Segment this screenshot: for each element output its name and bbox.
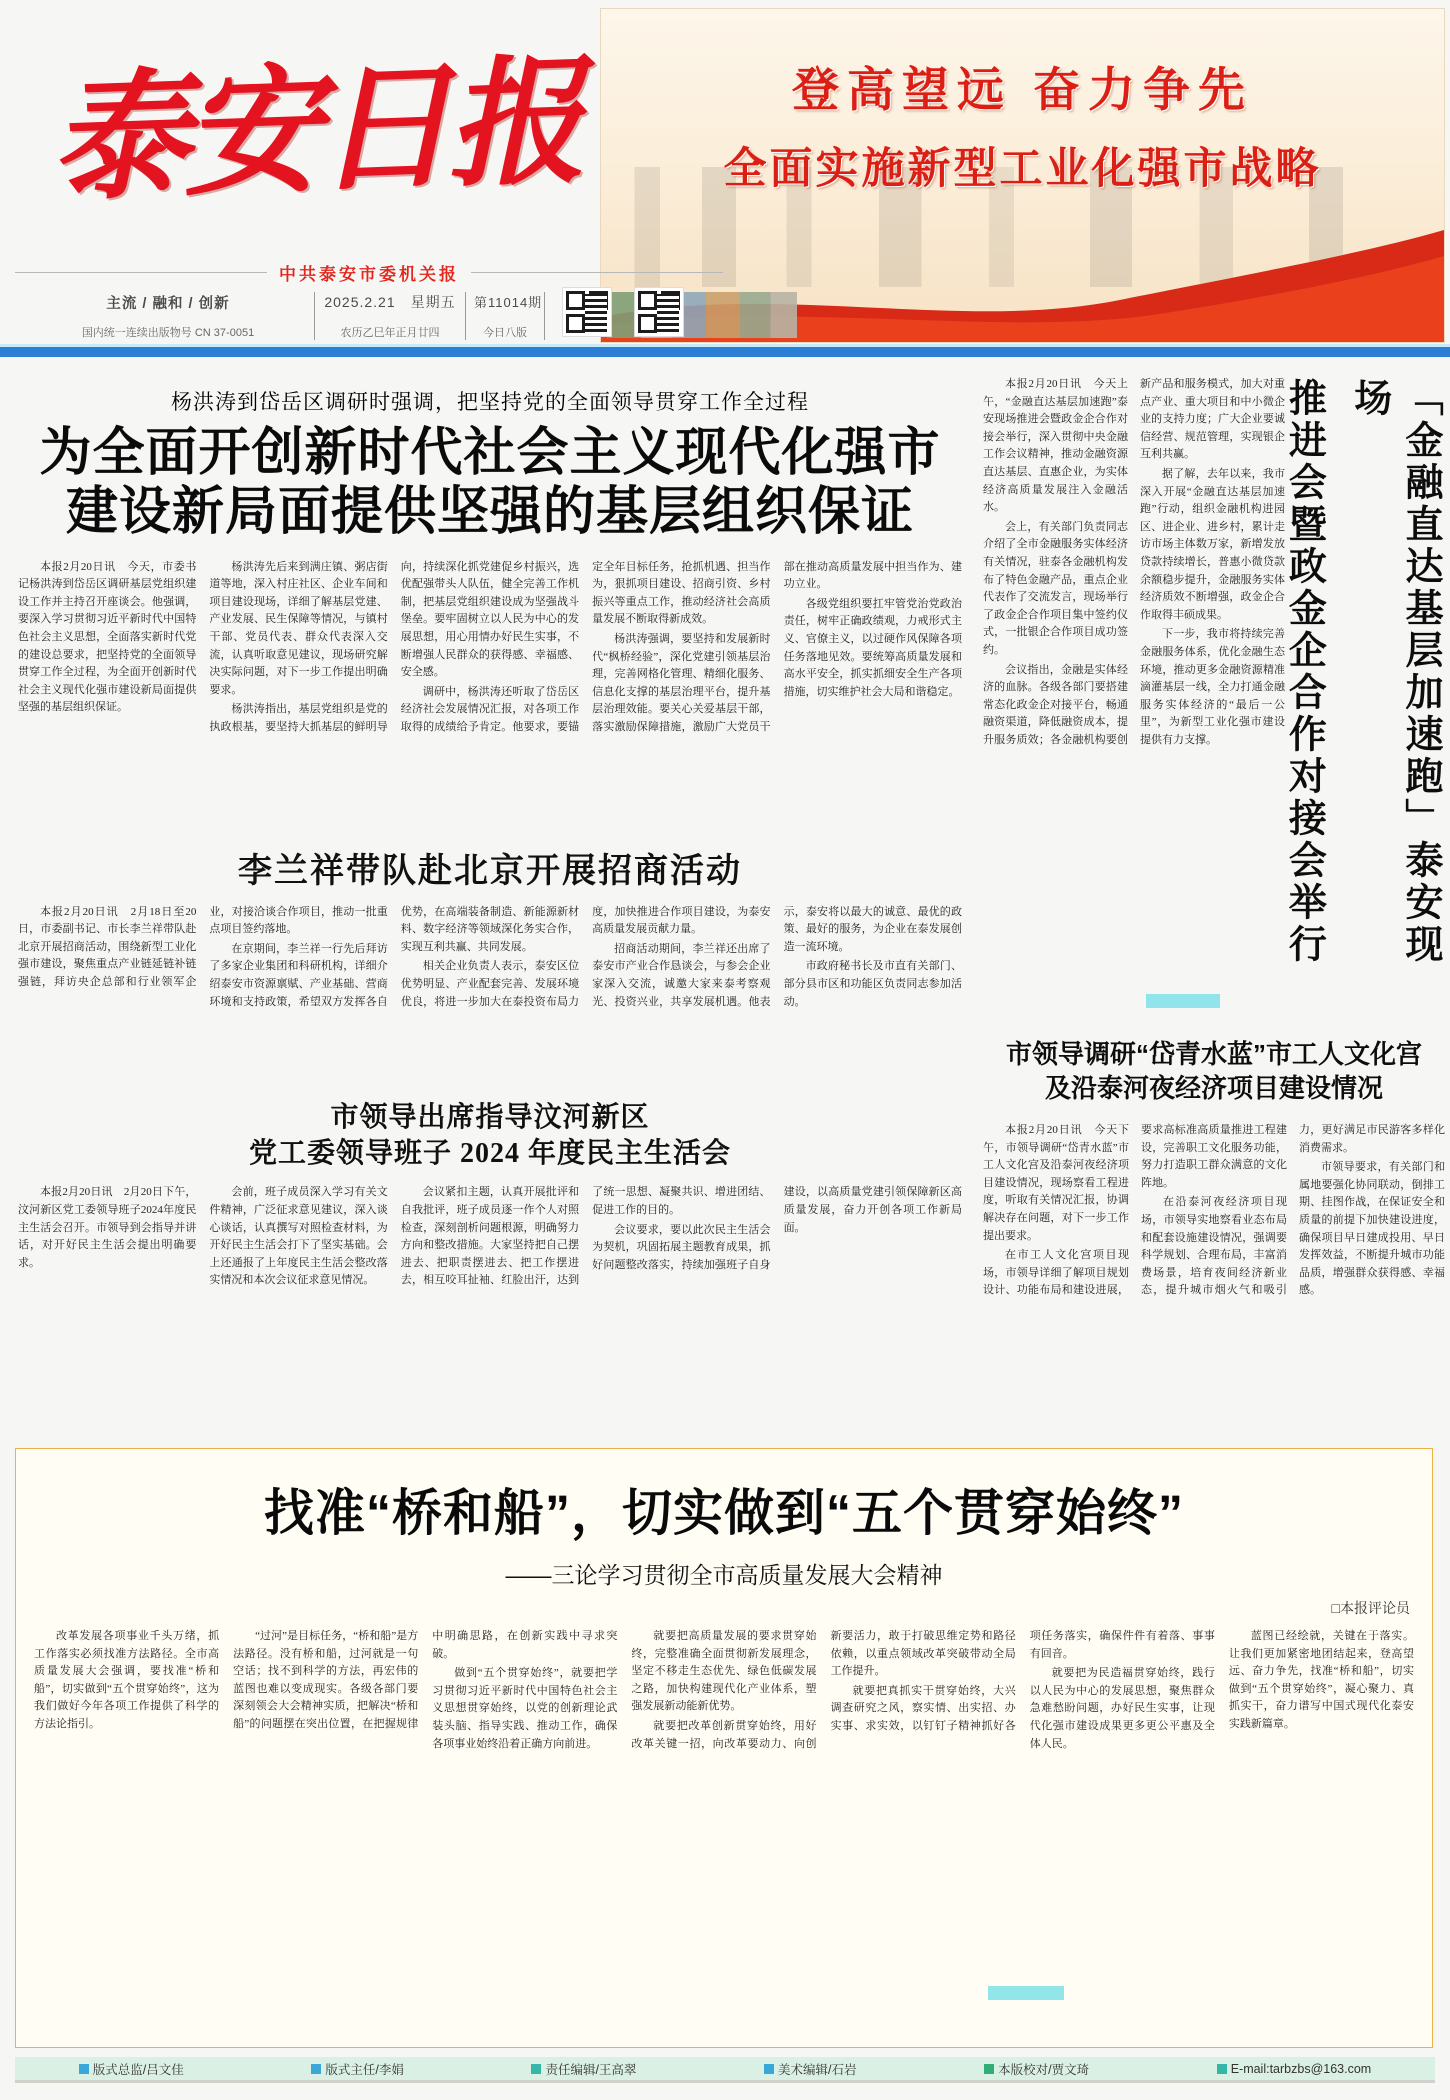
story2-headline: 李兰祥带队赴北京开展招商活动	[238, 852, 742, 890]
commentary-subtitle: ——三论学习贯彻全市高质量发展大会精神	[505, 1562, 943, 1588]
paragraph: 会议指出，金融是实体经济的血脉。各级各部门要搭建常态化政金企对接平台，畅通融资渠道，降低融资成本，提升服务质效；各金融机构要创新产品和服务模式，加大对重点产业、重大项目和中小微企业的支持力度；广大企业要诚信经营、规范管理，实现银企互利共赢。	[983, 378, 1285, 746]
footer-item-design-director	[79, 2060, 184, 2078]
footer-label: 责任编辑/王高翠	[545, 2062, 637, 2077]
paragraph: 调研中，杨洪涛还听取了岱岳区经济社会发展情况汇报，对各项工作取得的成绩给予肯定。他要求，要锚定全年目标任务，抢抓机遇、担当作为，狠抓项目建设、招商引资、乡村振兴等重点工作，推动经济社会高质量发展不断取得新成效。	[400, 560, 771, 733]
story5-headline	[983, 1038, 1445, 1106]
square-icon	[1217, 2064, 1227, 2074]
footer-item-editor	[531, 2060, 636, 2078]
paragraph: 本报2月20日讯 2月20日下午，汶河新区党工委领导班子2024年度民主生活会召开。市领导到会指导并讲话，对开好民主生活会提出明确要求。	[18, 1186, 197, 1269]
paragraph: 就要把真抓实干贯穿始终，大兴调查研究之风，察实情、出实招、办实事、求实效，以钉钉子精神抓好各项任务落实，确保件件有着落、事事有回音。	[830, 1630, 1215, 1732]
footer-item-email	[1217, 2062, 1372, 2076]
story5-article-body	[983, 1122, 1445, 1422]
lead-headline-line2: 建设新局面提供坚强的基层组织保证	[65, 483, 914, 542]
divider	[544, 292, 545, 340]
paragraph: 市领导要求，有关部门和属地要强化协同联动，倒排工期、挂图作战，在保证安全和质量的前提下加快建设进度，确保项目早日建成投用、早日发挥效益，不断提升城市功能品质，增强群众获得感、幸福感。	[1299, 1161, 1445, 1297]
banner-slogan-line2: 全面实施新型工业化强市战略	[723, 145, 1322, 193]
paragraph: 下一步，我市将持续完善金融服务体系，优化金融生态环境，推动更多金融资源精准滴灌基层一线，全力打通金融服务实体经济的“最后一公里”，为新型工业化强市建设提供有力支撑。	[1140, 628, 1285, 746]
info-motto-cell	[22, 290, 314, 342]
paragraph: 在市工人文化宫项目现场，市领导详细了解项目规划设计、功能布局和建设进展，要求高标准高质量推进工程建设，完善职工文化服务功能，努力打造职工群众满意的文化阵地。	[983, 1124, 1287, 1297]
footer-item-proofreader	[984, 2060, 1089, 2078]
paragraph: 据了解，去年以来，我市深入开展“金融直达基层加速跑”行动，组织金融机构进园区、进企业、进乡村，累计走访市场主体数万家，新增发放贷款持续增长，普惠小微贷款余额稳步提升，金融服务实体经济质效不断增强，政金企合作取得丰硕成果。	[1140, 467, 1285, 621]
paragraph: 各级党组织要扛牢管党治党政治责任，树牢正确政绩观，力戒形式主义、官僚主义，以过硬作风保障各项任务落地见效。要统筹高质量发展和高水平安全，抓实抓细安全生产各项措施，切实维护社会大局和谐稳定。	[783, 597, 962, 698]
paragraph: 杨洪涛指出，基层党组织是党的执政根基，要坚持大抓基层的鲜明导向，持续深化抓党建促乡村振兴，选优配强带头人队伍，健全完善工作机制，把基层党组织建设成为坚强战斗堡垒。要牢固树立以人民为中心的发展思想，用心用情办好民生实事，不断增强人民群众的获得感、幸福感、安全感。	[209, 560, 580, 733]
paragraph: 会议要求，要以此次民主生活会为契机，巩固拓展主题教育成果，抓好问题整改落实，持续加强班子自身建设，以高质量党建引领保障新区高质量发展，奋力开创各项工作新局面。	[592, 1186, 962, 1271]
square-icon	[984, 2064, 994, 2074]
newspaper-title: 泰安日报	[47, 38, 582, 221]
qr-code-1	[562, 287, 612, 337]
footer-item-art-editor	[764, 2060, 856, 2078]
lead-headline	[18, 424, 962, 543]
paragraph: “过河”是目标任务，“桥和船”是方法路径。没有桥和船，过河就是一句空话；找不到科学的方法，再宏伟的蓝图也难以变成现实。各级各部门要深刻领会大会精神实质，把解决“桥和船”的问题摆在突出位置，在把握规律中明确思路，在创新实践中寻求突破。	[233, 1630, 618, 1730]
paragraph: 本报2月20日讯 2月18日至20日，市委副书记、市长李兰祥带队赴北京开展招商活动，围绕新型工业化强市建设，聚焦重点产业链延链补链强链，拜访央企总部和行业领军企业，对接洽谈合作项目，推动一批重点项目签约落地。	[18, 905, 388, 988]
paragraph: 就要把为民造福贯穿始终，践行以人民为中心的发展思想，聚焦群众急难愁盼问题，办好民生实事，让现代化强市建设成果更多更公平惠及全体人民。	[1029, 1667, 1215, 1750]
paragraph: 招商活动期间，李兰祥还出席了泰安市产业合作恳谈会，与参会企业家深入交流，诚邀大家来泰考察观光、投资兴业，共享发展机遇。他表示，泰安将以最大的诚意、最优的政策、最好的服务，为企业在泰发展创造一流环境。	[592, 905, 962, 1008]
lead-article-body	[18, 559, 962, 827]
story3-headline-line1: 市领导出席指导汶河新区	[330, 1101, 650, 1133]
page-count: 今日八版	[483, 327, 527, 339]
paragraph: 在沿泰河夜经济项目现场，市领导实地察看业态布局和配套设施建设情况，强调要科学规划、合理布局，丰富消费场景，培育夜间经济新业态，提升城市烟火气和吸引力，更好满足市民游客多样化消费需求。	[1141, 1124, 1445, 1297]
paragraph: 蓝图已经绘就，关键在于落实。让我们更加紧密地团结起来，登高望远、奋力争先，找准“桥和船”，切实做到“五个贯穿始终”，凝心聚力、真抓实干，奋力谱写中国式现代化泰安实践新篇章。	[1228, 1630, 1414, 1730]
story3-headline	[18, 1100, 962, 1173]
footer-item-design-chief	[311, 2060, 403, 2078]
footer-label: 版式总监/吕文佳	[92, 2062, 184, 2077]
paragraph: 杨洪涛先后来到满庄镇、粥店街道等地，深入村庄社区、企业车间和项目建设现场，详细了解基层党建、产业发展、民生保障等情况，与镇村干部、党员代表、群众代表深入交流，认真听取意见建议，现场研究解决实际问题，对下一步工作提出明确要求。	[209, 560, 388, 696]
paragraph: 改革发展各项事业千头万绪，抓工作落实必须找准方法路径。全市高质量发展大会强调，要找准“桥和船”，切实做到“五个贯穿始终”，这为我们做好今年各项工作提供了科学的方法论指引。	[34, 1630, 220, 1730]
paragraph: 相关企业负责人表示，泰安区位优势明显、产业配套完善、发展环境优良，将进一步加大在泰投资布局力度，加快推进合作项目建设，为泰安高质量发展贡献力量。	[400, 905, 771, 1008]
story4-vertical-headline	[1277, 378, 1445, 998]
rule-left	[15, 272, 267, 273]
motto: 主流 / 融和 / 创新	[106, 296, 230, 312]
right-column-block	[983, 366, 1445, 1438]
paragraph: 本报2月20日讯 今天上午，“金融直达基层加速跑”泰安现场推进会暨政金企合作对接会举行，深入贯彻中央金融工作会议精神，推动金融资源直达基层、直惠企业，为实体经济高质量发展注入金融活水。	[983, 378, 1128, 514]
lead-kicker: 杨洪涛到岱岳区调研时强调，把坚持党的全面领导贯穿工作全过程	[171, 391, 809, 414]
footer-label: 版式主任/李娟	[325, 2062, 404, 2077]
paragraph: 本报2月20日讯 今天，市委书记杨洪涛到岱岳区调研基层党组织建设工作并主持召开座谈会。他强调，要深入学习贯彻习近平新时代中国特色社会主义思想，全面落实新时代党的建设总要求，把坚持党的全面领导贯穿工作全过程，为全面开创新时代社会主义现代化强市建设新局面提供坚强的基层组织保证。	[18, 560, 197, 714]
paragraph: 会上，有关部门负责同志介绍了全市金融服务实体经济有关情况，驻泰各金融机构发布了特色金融产品，重点企业代表作了交流发言，现场举行了政金企合作项目集中签约仪式，一批银企合作项目成功签约。	[983, 520, 1128, 656]
paragraph: 本报2月20日讯 今天下午，市领导调研“岱青水蓝”市工人文化宫及沿泰河夜经济项目建设情况，现场察看工程进度，听取有关情况汇报，协调解决存在问题，对下一步工作提出要求。	[983, 1124, 1129, 1242]
issue-number: 第11014期	[474, 295, 543, 310]
commentary-body	[34, 1628, 1414, 2053]
story2-article-body	[18, 904, 962, 1082]
paragraph: 市政府秘书长及市直有关部门、部分县市区和功能区负责同志参加活动。	[783, 960, 962, 1008]
footer-credits-bar	[15, 2057, 1435, 2083]
organ-text: 中共泰安市委机关报	[279, 264, 459, 284]
footer-label: 美术编辑/石岩	[778, 2062, 857, 2077]
organ-line	[15, 262, 723, 282]
footer-email: E-mail:tarbzbs@163.com	[1230, 2061, 1372, 2076]
paragraph: 做到“五个贯穿始终”，就要把学习贯彻习近平新时代中国特色社会主义思想贯穿始终，以党的创新理论武装头脑、指导实践、推动工作，确保各项事业始终沿着正确方向前进。	[432, 1667, 618, 1750]
date: 2025.2.21 星期五	[324, 294, 456, 310]
story5-headline-line1: 市领导调研“岱青水蓝”市工人文化宫	[1005, 1039, 1422, 1069]
highlight-marker	[988, 1986, 1064, 2000]
story3-article-body	[18, 1184, 962, 1354]
masthead-divider-bar	[0, 344, 1450, 357]
footer-label: 本版校对/贾文琦	[998, 2062, 1090, 2077]
paragraph: 在京期间，李兰祥一行先后拜访了多家企业集团和科研机构，详细介绍泰安市资源禀赋、产业基础、营商环境和支持政策，希望双方发挥各自优势，在高端装备制造、新能源新材料、数字经济等领域深化务实合作，实现互利共赢、共同发展。	[209, 905, 580, 1008]
commentary-byline: □本报评论员	[1331, 1602, 1410, 1617]
commentary-headline: 找准“桥和船”，切实做到“五个贯穿始终”	[264, 1485, 1184, 1541]
lunar-date: 农历乙巳年正月廿四	[340, 327, 440, 339]
paragraph: 就要把改革创新贯穿始终，用好改革关键一招，向改革要动力、向创新要活力，敢于打破思维定势和路径依赖，以重点领域改革突破带动全局工作提升。	[631, 1630, 1016, 1750]
publication-info	[22, 290, 562, 342]
story4-vtitle-col1: 「金融直达基层加速跑」泰安现场	[1347, 378, 1441, 966]
square-icon	[764, 2064, 774, 2074]
story4-article-body	[983, 376, 1285, 1031]
square-icon	[531, 2064, 541, 2074]
story3-headline-line2: 党工委领导班子 2024 年度民主生活会	[248, 1137, 731, 1169]
paragraph: 会议紧扣主题，认真开展批评和自我批评，班子成员逐一作个人对照检查，深刻剖析问题根源，明确努力方向和整改措施。大家坚持把自己摆进去、把职责摆进去、把工作摆进去，相互咬耳扯袖、红脸出汗，达到了统一思想、凝聚共识、增进团结、促进工作的目的。	[400, 1186, 771, 1287]
square-icon	[79, 2064, 89, 2074]
qr-code-2	[634, 287, 684, 337]
promo-banner	[600, 8, 1445, 343]
rule-right	[471, 272, 723, 273]
commentary-box	[15, 1448, 1433, 2048]
paragraph: 杨洪涛强调，要坚持和发展新时代“枫桥经验”，深化党建引领基层治理，完善网格化管理、精细化服务、信息化支撑的基层治理平台，提升基层治理效能。要关心关爱基层干部，落实激励保障措施，激励广大党员干部在推动高质量发展中担当作为、建功立业。	[592, 560, 962, 733]
info-date-cell	[315, 290, 465, 342]
paragraph: 会前，班子成员深入学习有关文件精神，广泛征求意见建议，深入谈心谈话，认真撰写对照检查材料，为开好民主生活会打下了坚实基础。会上还通报了上年度民主生活会整改落实情况和本次会议征求意见情况。	[209, 1186, 388, 1287]
square-icon	[311, 2064, 321, 2074]
story5-headline-line2: 及沿泰河夜经济项目建设情况	[1044, 1072, 1383, 1103]
highlight-marker	[1146, 994, 1220, 1008]
paragraph: 就要把高质量发展的要求贯穿始终，完整准确全面贯彻新发展理念，坚定不移走生态优先、绿色低碳发展之路，加快构建现代化产业体系，塑强发展新动能新优势。	[631, 1630, 817, 1713]
publication-number: 国内统一连续出版物号 CN 37-0051	[81, 327, 255, 339]
left-column-block	[18, 366, 962, 1354]
banner-slogan-line1: 登高望远 奋力争先	[791, 63, 1254, 116]
story4-vtitle-col2: 推进会暨政金企合作对接会举行	[1282, 378, 1325, 966]
lead-headline-line1: 为全面开创新时代社会主义现代化强市	[39, 424, 941, 482]
info-issue-cell	[466, 290, 544, 342]
